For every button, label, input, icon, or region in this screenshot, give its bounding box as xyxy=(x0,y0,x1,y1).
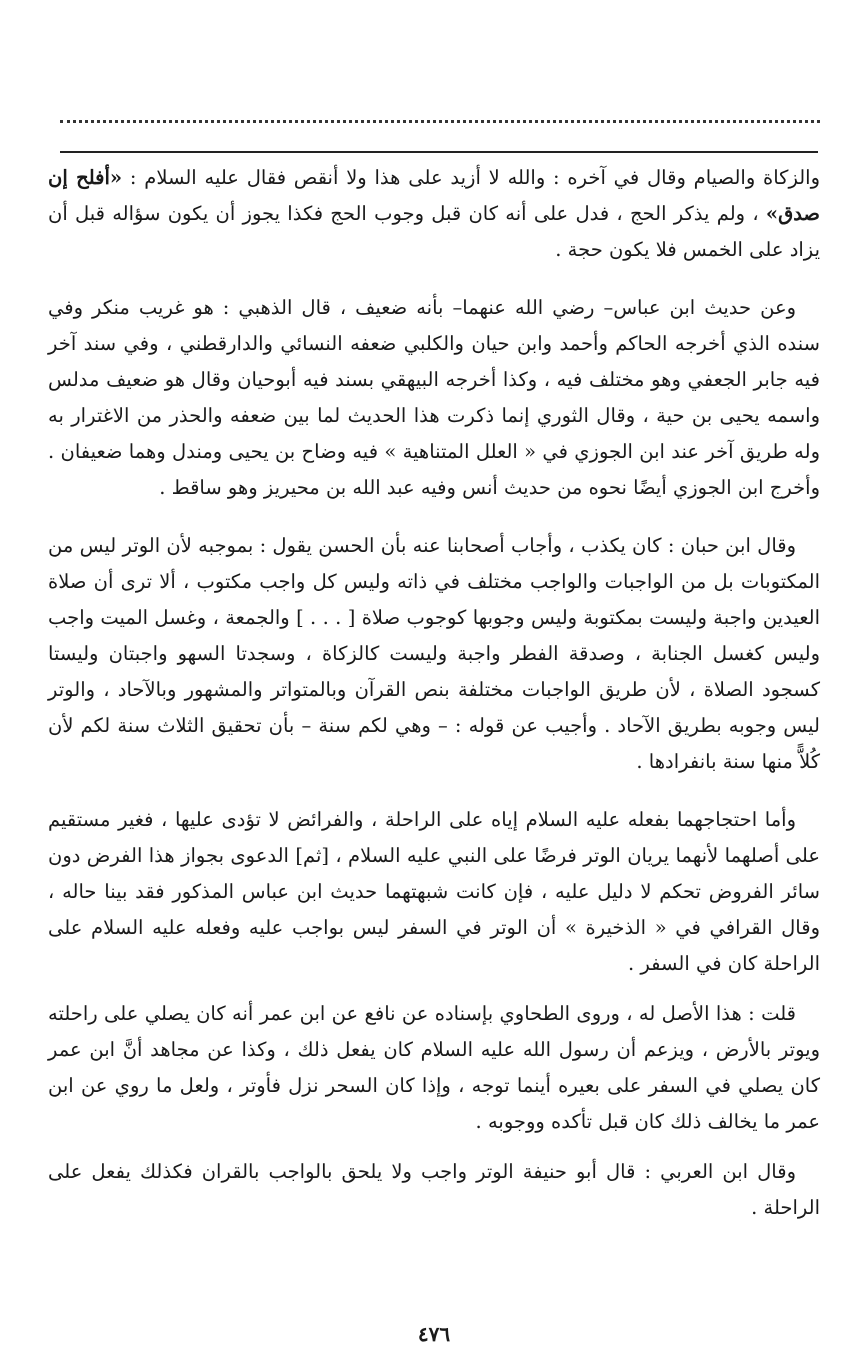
paragraph-4: وأما احتجاجهما بفعله عليه السلام إياه على الراحلة ، والفرائض لا تؤدى عليها ، فغير مستقيم على أصلهما لأنهما يريان الوتر فرضًا على النبي عليه السلام ، [ثم] الدعوى بجواز هذا الفرض دون سائر الفروض تحكم لا دليل عليه ، فإن كانت شبهتهما حديث ابن عباس المذكور فقد بينا حاله ، وقال القرافي في « الذخيرة » أن الوتر في السفر ليس بواجب عليه وفعله عليه السلام على الراحلة كان في السفر . xyxy=(48,808,820,975)
paragraph-3: وقال ابن حبان : كان يكذب ، وأجاب أصحابنا عنه بأن الحسن يقول : بموجبه لأن الوتر ليس من المكتوبات بل من الواجبات والواجب مختلف في ذاته وليس كل واجب مكتوب ، ألا ترى أن صلاة العيدين واجبة وليست بمكتوبة وليس وجوبها كوجوب صلاة [ . . . ] والجمعة ، وغسل الميت واجب وليس كغسل الجنابة ، وصدقة الفطر واجبة وليست كالزكاة ، وسجدتا السهو واجبتان وليستا كسجود الصلاة ، لأن طريق الواجبات مختلفة بنص القرآن وبالمتواتر والمشهور وبالآحاد ، والوتر ليس وجوبه بطريق الآحاد . وأجيب عن قوله : – وهي لكم سنة – بأن تحقيق الثلاث سنة لكم لأن كُلاًّ منها سنة بانفرادها . xyxy=(48,534,820,773)
page-number: ٤٧٦ xyxy=(417,1322,451,1346)
paragraph-5: قلت : هذا الأصل له ، وروى الطحاوي بإسناده عن نافع عن ابن عمر أنه كان يصلي على راحلته ويوتر بالأرض ، ويزعم أن رسول الله عليه السلام كان يفعل ذلك ، وكذا عن مجاهد أنَّ ابن عمر كان يصلي في السفر على بعيره أينما توجه ، وإذا كان السحر نزل فأوتر ، ولعل ما روي عن ابن عمر ما يخالف ذلك كان قبل تأكده ووجوبه . xyxy=(48,1002,820,1133)
paragraph-6: وقال ابن العربي : قال أبو حنيفة الوتر واجب ولا يلحق بالواجب بالقران فكذلك يفعل على الراحلة . xyxy=(48,1160,820,1219)
paragraph-2: وعن حديث ابن عباس– رضي الله عنهما– بأنه ضعيف ، قال الذهبي : هو غريب منكر وفي سنده الذي أخرجه الحاكم وأحمد وابن حيان والكلبي ضعفه النسائي والدارقطني ، وفي سند آخر فيه جابر الجعفي وهو مختلف فيه ، وكذا أخرجه البيهقي بسند فيه أبوحيان وقال هو ضعيف مدلس واسمه يحيى بن حية ، وقال الثوري إنما ذكرت هذا الحديث لما بين ضعفه والحذر من الاغترار به وله طريق آخر عند ابن الجوزي في « العلل المتناهية » فيه وضاح بن يحيى ومندل وهما ضعيفان . وأخرج ابن الجوزي أيضًا نحوه من حديث أنس وفيه عبد الله بن محيريز وهو ساقط . xyxy=(48,296,820,499)
page-body xyxy=(48,160,820,1248)
footnote-rule xyxy=(60,151,818,153)
paragraph-1-text-before: والزكاة والصيام وقال في آخره : والله لا أزيد على هذا ولا أنقص فقال عليه السلام : xyxy=(122,166,820,189)
separator-dotted-line xyxy=(60,100,820,123)
paragraph-1-bold-quote: «أفلح إن صدق» xyxy=(48,166,820,225)
paragraph-1 xyxy=(48,160,820,268)
paragraph-1-text-after: ، ولم يذكر الحج ، فدل على أنه كان قبل وجوب الحج فكذا يجوز أن يكون سؤاله قبل أن يزاد على الخمس فلا يكون حجة . xyxy=(48,202,820,261)
